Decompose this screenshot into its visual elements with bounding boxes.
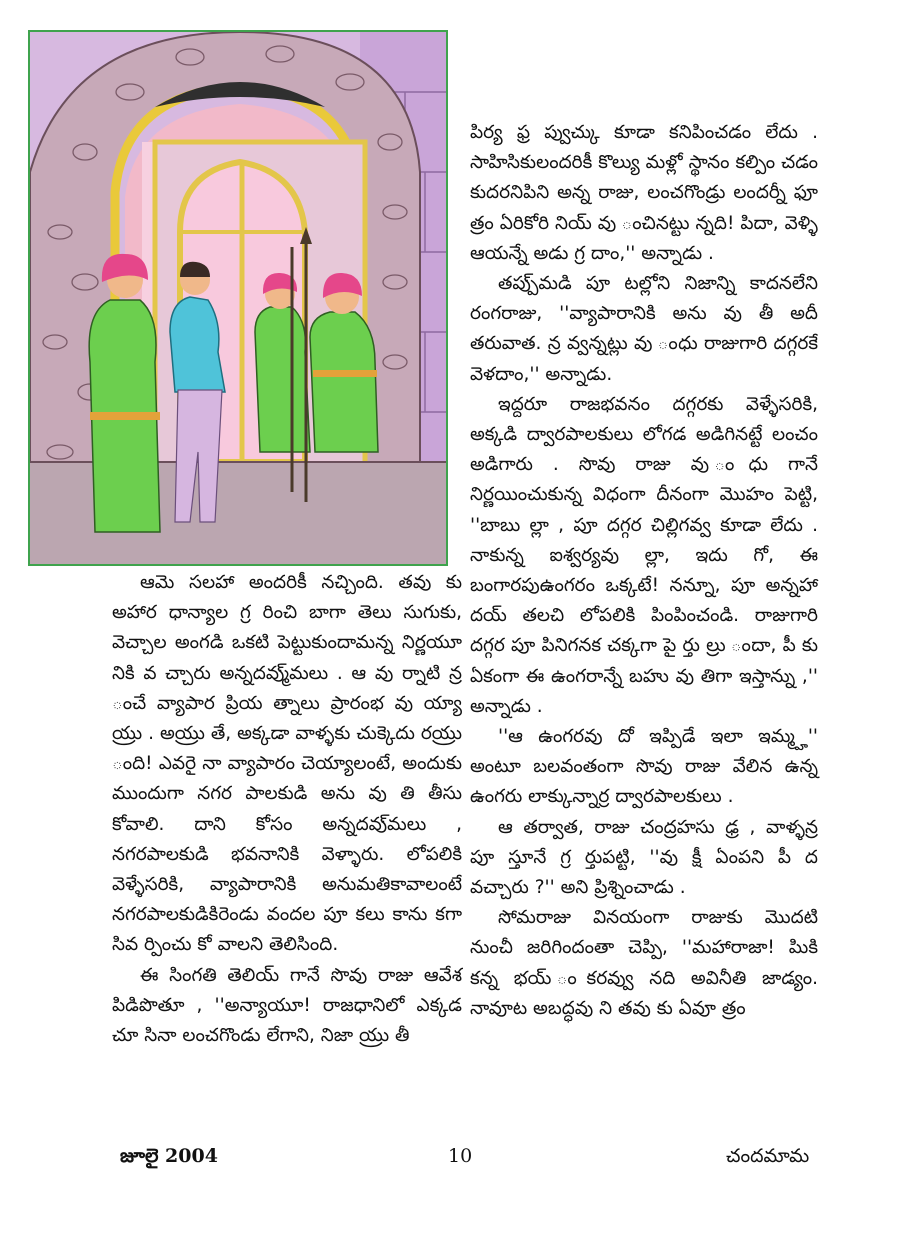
right-text-column: [470, 118, 818, 1024]
story-illustration: [28, 30, 448, 566]
page-number: 10: [448, 1145, 473, 1167]
paragraph: సోమరాజు వినయంగా రాజుకు మొదటి నుంచీ జరిగిందంతా చెప్పి, ''మహారాజా! పిుకి కన్న భయ్ ంకరవ్వు నది అవినీతి జాడ్యం. నావూట అబద్ధవు ని తవు కు ఏవూ త్రం: [470, 907, 818, 1019]
paragraph: ఆ తర్వాత, రాజు చంద్రహసు ఢ్ర , వాళ్ళన్ర పూ స్తూనే గ్ర ర్తుపట్టి, ''వు క్షీ ఏంపని పీ ద వచ్చారు ?'' అని ప్రిశ్నించాడు .: [470, 816, 818, 899]
paragraph: ''ఆ ఉంగరవు దో ఇప్పిడే ఇలా ఇమ్మ్హ'' అంటూ బలవంతంగా సొవు రాజు వేలిన ఉన్న ఉంగరు లాక్కున్నార్ర ద్వారపాలకులు .: [470, 726, 818, 808]
paragraph: ఈ సింగతి తెలియ్ గానే సొవు రాజు ఆవేశ పిడిపొతూ , ''అన్యాయూ! రాజధానిలో ఎక్కడ చూ సినా లంచగొండు లేగాని, నిజా య్రు తీ: [112, 964, 462, 1047]
paragraph: ఇద్దరూ రాజభవనం దగ్గరకు వెళ్ళేసరికి, అక్కడి ద్వారపాలకులు లోగడ అడిగినట్టే లంచం అడిగారు . సొవు రాజు వు ంధు గానే నిర్ణయించుకున్న విధంగా దీనంగా మొహం పెట్టి, ''బాబు ల్లా , పూ దగ్గర చిల్లిగవ్వ కూడా లేదు . నాకున్న ఐశ్వర్యవు ల్లా, ఇదు గో, ఈ బంగారపుఉంగరం ఒక్కటే! నన్నూ, పూ అన్నహా దయ్ తలచి లోపలికి పింపించండి. రాజుగారి దగ్గర పూ పినిగనక చక్కగా పై ర్తు ల్రు ందా, పీ కు ఏకంగా ఈ ఉంగరాన్నే బహు వు తిగా ఇస్తాన్ను ,'' అన్నాడు .: [470, 393, 818, 717]
paragraph: పిర్య ఫ్ర ప్వుచ్కు కూడా కనిపించడం లేదు . సాహిసికులందరికీ కొల్యు మళ్లో స్థానం కల్పిం చడం కుదరనిపిని అన్న రాజు, లంచగొండ్రు లందర్నీ ఫూ త్రం ఏరికోరి నియ్ వు ంచినట్టు న్నది! పిదా, వెళ్ళి ఆయన్నే అడు గ్ర దాం,'' అన్నాడు .: [470, 122, 818, 264]
issue-date: జూలై 2004: [120, 1145, 218, 1167]
left-text-column: [112, 568, 462, 1051]
magazine-name: చందమామ: [726, 1145, 810, 1167]
paragraph: ఆమె సలహా అందరికీ నచ్చింది. తవు కు అహార ధాన్యాల గ్ర రించి బాగా తెలు సుగుకు, వెచ్చాల అంగడి ఒకటి పెట్టుకుందామన్న నిర్ణయూ నికి వ చ్చారు అన్నదవ్ము్మలు . ఆ వు ర్నాటి న్ర ంచే వ్యాపార ప్రియ త్నాలు ప్రారంభ వు య్యా య్రు . అయ్రు తే, అక్కడా వాళ్ళకు చుక్కెదు రయ్రు ంది! ఎవరై నా వ్యాపారం చెయ్యాలంటే, అందుకు ముందుగా నగర పాలకుడి అను వు తి తీసు కోవాలి. దాని కోసం అన్నదవు్మలు , నగరపాలకుడి భవనానికి వెళ్ళారు. లోపలికి వెళ్ళేసరికి, వ్యాపారానికి అనుమతికావాలంటే నగరపాలకుడికిరెండు వందల పూ కలు కాను కగా సివ ర్పించు కో వాలని తెలిసింది.: [112, 572, 462, 956]
paragraph: తప్పు్మడి పూ టల్లోని నిజాన్ని కాదనలేని రంగరాజు, ''వ్యాపారానికి అను వు తీ అదీ తరువాత. న్ర వ్వన్నట్లు వు ంధు రాజుగారి దగ్గరకే వెళదాం,'' అన్నాడు.: [470, 273, 818, 385]
